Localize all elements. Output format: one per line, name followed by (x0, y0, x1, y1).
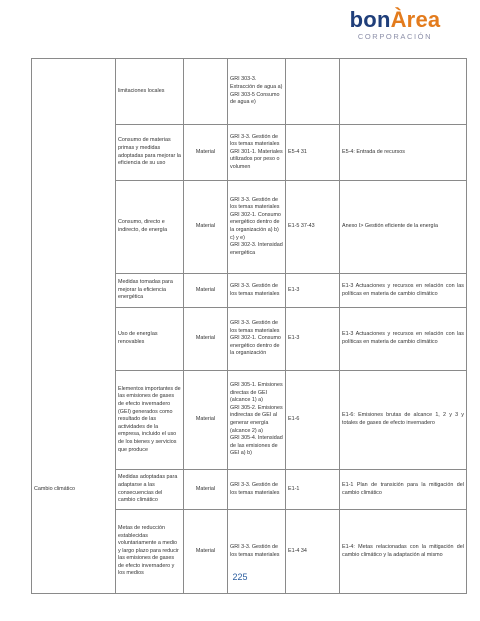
category-cell: Cambio climático (32, 470, 116, 510)
category-cell-mid (32, 181, 116, 274)
standard-cell (228, 371, 286, 470)
bonarea-logo (340, 8, 450, 44)
description-cell: Anexo I> Gestión eficiente de la energía (340, 181, 467, 274)
ref-cell: E1-3 (286, 308, 340, 371)
type-cell: Material (184, 308, 228, 371)
table-row (32, 470, 467, 510)
aspect-cell: Elementos importantes de las emisiones de gases de efecto invernadero (GEI) generados como resultado de las actividades de la empresa, incluido el uso de los bienes y servicios que produce (116, 371, 184, 470)
category-cell-mid (32, 125, 116, 181)
ref-cell: E1-3 (286, 274, 340, 308)
aspect-cell: Metas de reducción establecidas voluntariamente a medio y largo plazo para reducir las emisiones de gases de efecto invernadero y los medios (116, 510, 184, 594)
table-row (32, 274, 467, 308)
table-row (32, 59, 467, 125)
standard-cell (228, 59, 286, 125)
ref-cell: E1-5 37-43 (286, 181, 340, 274)
ref-cell (286, 59, 340, 125)
category-cell-mid (32, 274, 116, 308)
table-row (32, 181, 467, 274)
standard-text: GRI 3-3. Gestión de los temas materiales (230, 282, 280, 297)
type-cell: Material (184, 470, 228, 510)
logo-wordmark: bonÀrea (349, 7, 441, 32)
description-cell: E1-3 Actuaciones y recursos en relación con las políticas en materia de cambio climático (340, 274, 467, 308)
category-cell-mid (32, 308, 116, 371)
ref-cell: E5-4 31 (286, 125, 340, 181)
category-cell-top (32, 59, 116, 125)
standard-text: GRI 305-1. Emisiones directas de GEI (alcance 1) a) GRI 305-2. Emisiones indirectas de GEI al generar energía (alcance 2) a) GRI 305-4. Intensidad de las emisiones de GEI a) b) (230, 382, 283, 457)
aspect-cell: Medidas adoptadas para adaptarse a las consecuencias del cambio climático (116, 470, 184, 510)
standard-text: GRI 3-3. Gestión de los temas materiales GRI 302-1. Consumo energético dentro de la organización (230, 320, 281, 357)
category-cell-mid (32, 371, 116, 470)
aspect-cell: Medidas tomadas para mejorar la eficiencia energética (116, 274, 184, 308)
standard-cell (228, 470, 286, 510)
standard-text: GRI 3-3. Gestión de los temas materiales GRI 301-1. Materiales utilizados por peso o volumen (230, 133, 283, 170)
type-cell: Material (184, 274, 228, 308)
ref-cell: E1-4 34 (286, 510, 340, 594)
type-cell: Material (184, 510, 228, 594)
aspect-cell: Consumo, directo e indirecto, de energía (116, 181, 184, 274)
type-cell (184, 59, 228, 125)
aspect-cell: Uso de energías renovables (116, 308, 184, 371)
gri-content-table (31, 58, 467, 594)
description-cell: E1-4: Metas relacionadas con la mitigación del cambio climático y la adaptación al mismo (340, 510, 467, 594)
page-number: 225 (232, 572, 248, 582)
type-cell: Material (184, 371, 228, 470)
logo-subtitle: CORPORACIÓN (357, 32, 433, 41)
description-cell: E1-6: Emisiones brutas de alcance 1, 2 y 3 y totales de gases de efecto invernadero (340, 371, 467, 470)
standard-cell (228, 308, 286, 371)
table-row (32, 308, 467, 371)
aspect-cell: limitaciones locales (116, 59, 184, 125)
standard-cell (228, 125, 286, 181)
table-row (32, 371, 467, 470)
standard-text: GRI 3-3. Gestión de los temas materiales (230, 543, 280, 558)
standard-cell (228, 181, 286, 274)
type-cell: Material (184, 125, 228, 181)
description-cell: E1-1 Plan de transición para la mitigación del cambio climático (340, 470, 467, 510)
description-cell: E1-3 Actuaciones y recursos en relación con las políticas en materia de cambio climático (340, 308, 467, 371)
aspect-cell: Consumo de materias primas y medidas adoptadas para mejorar la eficiencia de su uso (116, 125, 184, 181)
type-cell: Material (184, 181, 228, 274)
standard-text: GRI 303-3. Extracción de agua a) GRI 303-5 Consumo de agua e) (230, 76, 283, 106)
description-cell (340, 59, 467, 125)
ref-cell: E1-6 (286, 371, 340, 470)
standard-text: GRI 3-3. Gestión de los temas materiales (230, 481, 280, 496)
table-row (32, 125, 467, 181)
ref-cell: E1-1 (286, 470, 340, 510)
standard-text: GRI 3-3. Gestión de los temas materiales GRI 302-1. Consumo energético dentro de la organización a) b) c) y e) GRI 302-3. Intensidad energética (230, 196, 283, 256)
description-cell: E5-4: Entrada de recursos (340, 125, 467, 181)
standard-cell (228, 274, 286, 308)
